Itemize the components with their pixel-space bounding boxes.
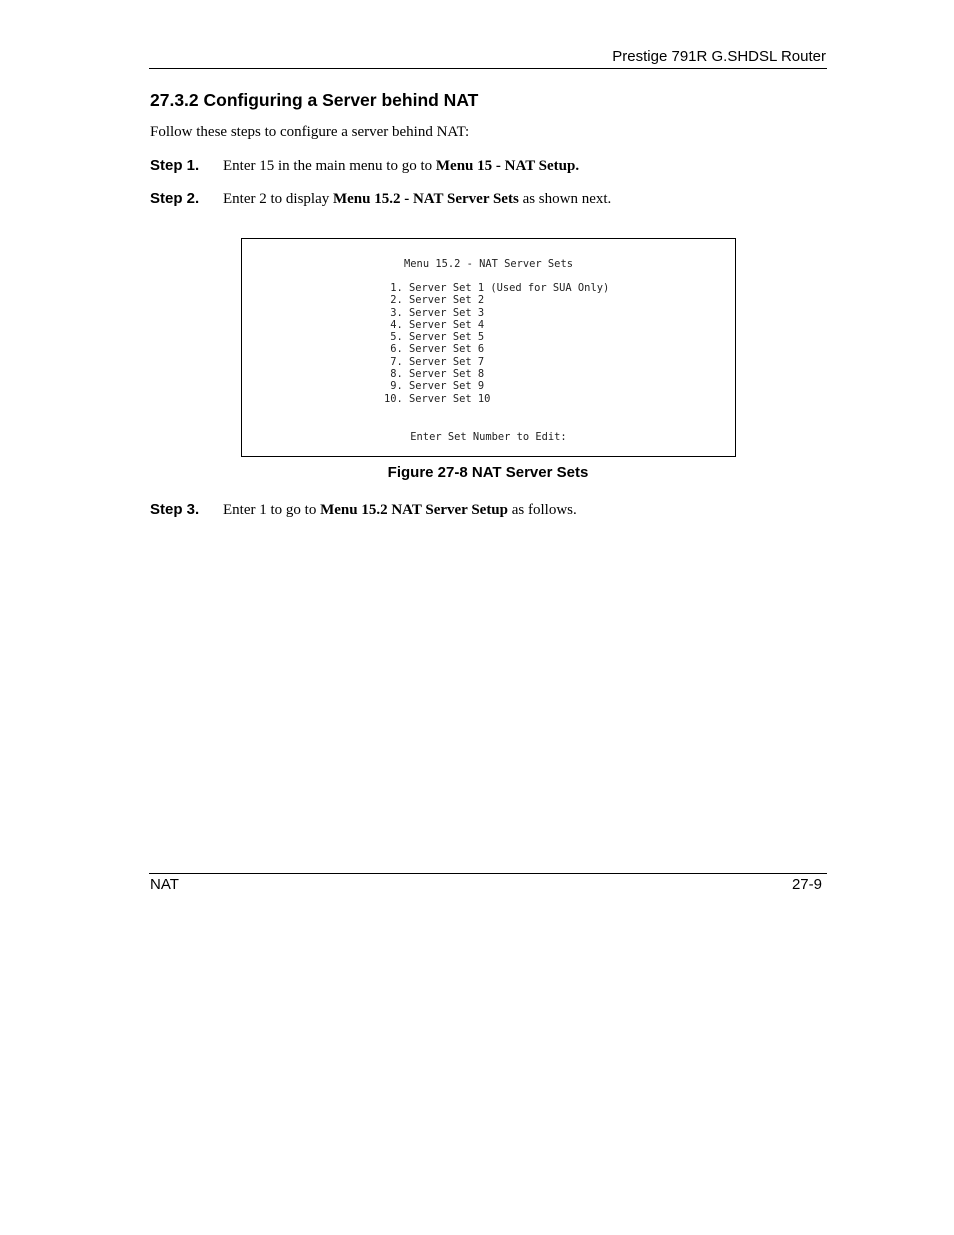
step-3 — [150, 501, 577, 519]
list-item: 10. Server Set 10 — [384, 392, 491, 405]
step-text-before: Enter 15 in the main menu to go to — [223, 158, 436, 174]
step-text — [223, 191, 611, 207]
list-item: 1. Server Set 1 (Used for SUA Only) — [384, 282, 610, 294]
step-menu-reference: Menu 15.2 - NAT Server Sets — [332, 191, 519, 207]
step-text-before: Enter 1 to go to — [223, 502, 321, 518]
step-menu-reference: Menu 15.2 NAT Server Setup — [320, 502, 508, 518]
step-menu-reference: Menu 15 - NAT Setup. — [435, 158, 580, 174]
footer-chapter: NAT — [150, 876, 179, 893]
footer-rule — [149, 873, 827, 874]
section-heading: 27.3.2 Configuring a Server behind NAT — [150, 90, 479, 110]
step-text — [223, 158, 579, 174]
header-rule — [149, 68, 827, 69]
list-item: 2. Server Set 2 — [384, 294, 485, 307]
list-item: 8. Server Set 8 — [384, 368, 485, 381]
step-text-before: Enter 2 to display — [223, 191, 333, 207]
step-2 — [150, 190, 611, 208]
step-label: Step 3. — [150, 501, 200, 518]
terminal-prompt: Enter Set Number to Edit: — [410, 431, 567, 443]
terminal-menu-title: Menu 15.2 - NAT Server Sets — [404, 258, 573, 270]
list-item: 3. Server Set 3 — [384, 306, 485, 319]
intro-paragraph: Follow these steps to configure a server behind NAT: — [150, 124, 470, 140]
list-item: 4. Server Set 4 — [384, 318, 485, 331]
list-item: 7. Server Set 7 — [384, 355, 485, 368]
list-item: 5. Server Set 5 — [384, 331, 485, 344]
list-item: 6. Server Set 6 — [384, 343, 485, 356]
figure-caption: Figure 27-8 NAT Server Sets — [387, 464, 589, 481]
footer-page-number: 27-9 — [791, 876, 822, 893]
page-header-title: Prestige 791R G.SHDSL Router — [612, 48, 826, 65]
step-1 — [150, 157, 579, 175]
step-label: Step 2. — [150, 190, 200, 207]
step-text — [223, 502, 577, 518]
step-text-after: as follows. — [508, 502, 577, 518]
server-set-list — [384, 282, 609, 405]
step-label: Step 1. — [150, 157, 200, 174]
terminal-screen — [241, 238, 736, 457]
step-text-after: as shown next. — [518, 191, 612, 207]
list-item: 9. Server Set 9 — [384, 380, 485, 393]
